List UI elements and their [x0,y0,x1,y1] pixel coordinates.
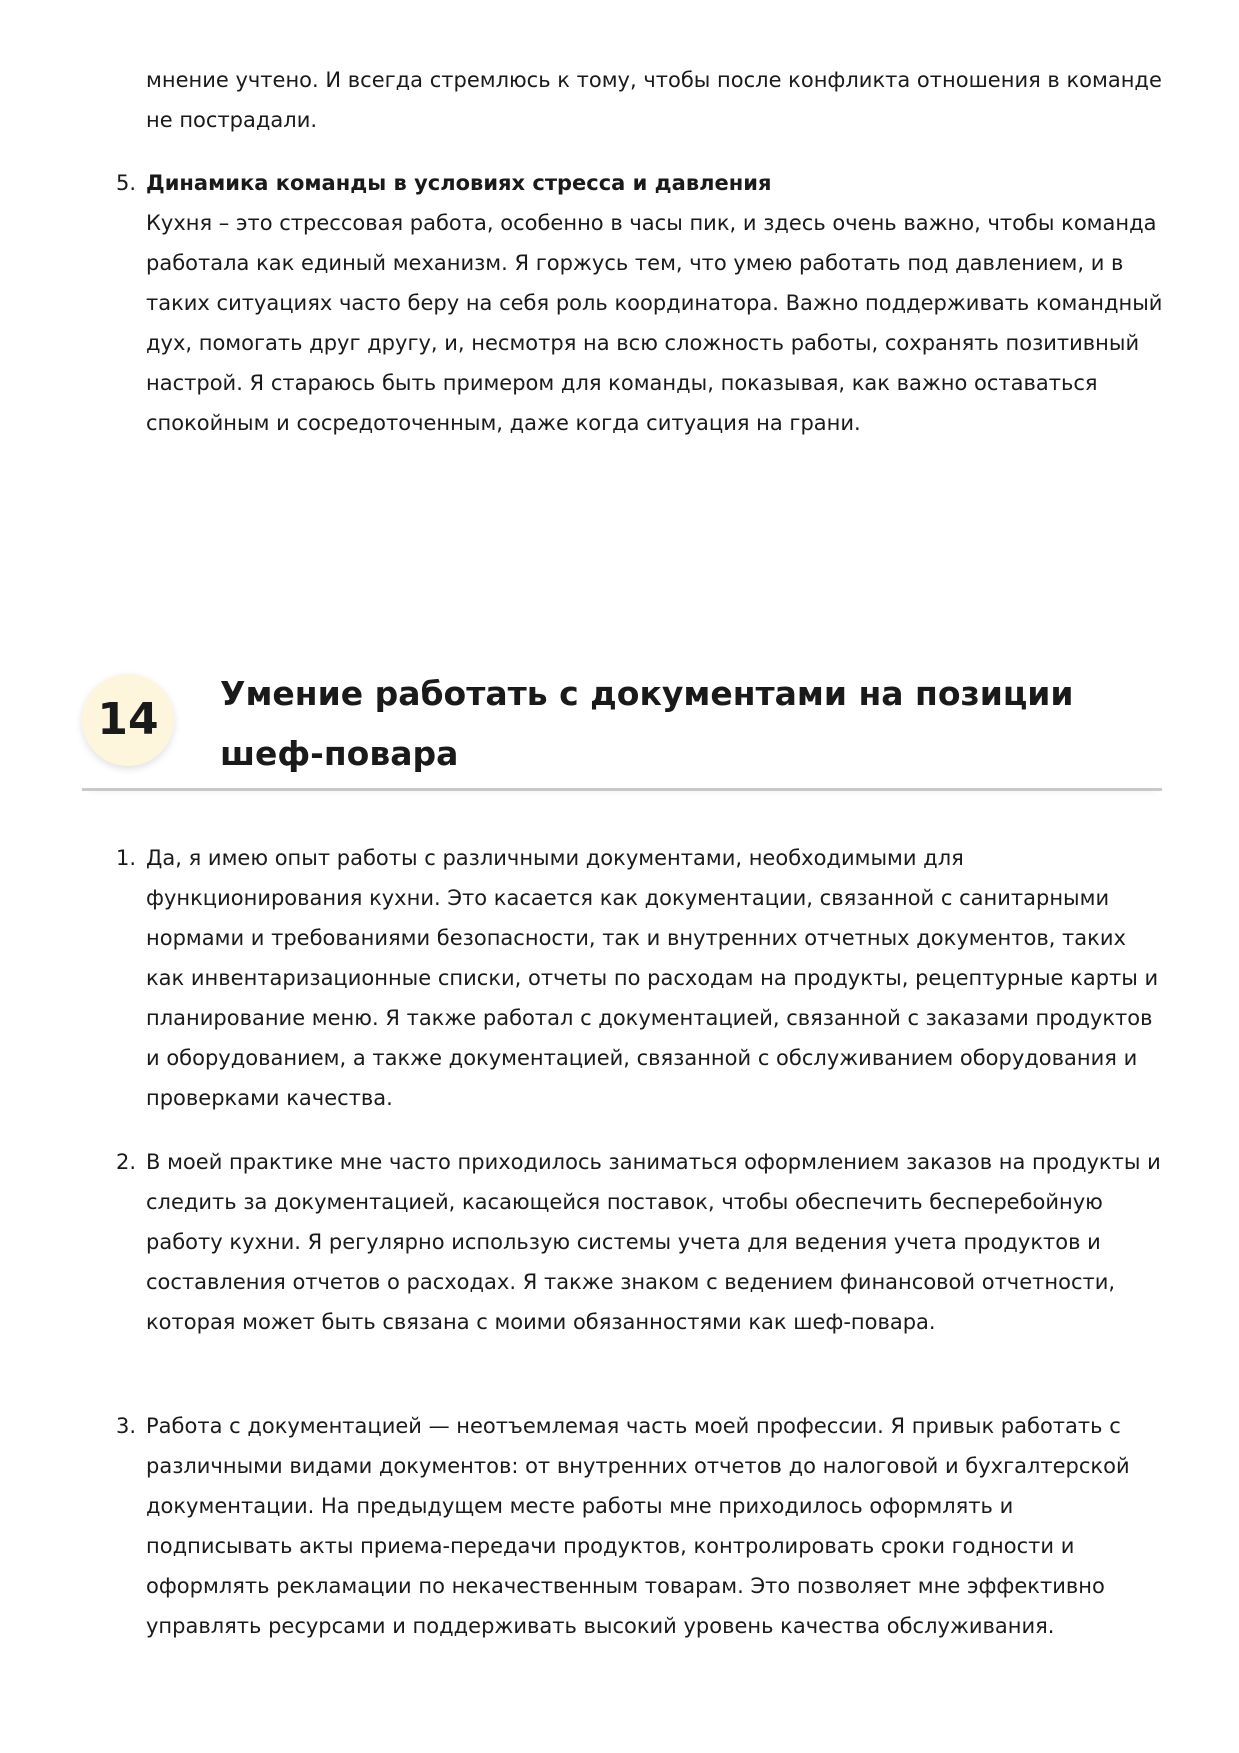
list-item: В моей практике мне часто приходилось заниматься оформлением заказов на продукты и следить за документацией, касающейся поставок, чтобы обеспечить бесперебойную работу кухни. Я регулярно использую системы учета для ведения учета продуктов и составления отчетов о расходах. Я также знаком с ведением финансовой отчетности, которая может быть связана с моими обязанностями как шеф-повара. [146,1150,1161,1334]
list-item-number: 1. [116,846,137,870]
list-item-title: Динамика команды в условиях стресса и давления [146,171,772,195]
list-item: Да, я имею опыт работы с различными документами, необходимыми для функционирования кухни. Это касается как документации, связанной с санитарными нормами и требованиями безопасности, так и внутренних отчетных документов, таких как инвентаризационные списки, отчеты по расходам на продукты, рецептурные карты и планирование меню. Я также работал с документацией, связанной с заказами продуктов и оборудованием, а также документацией, связанной с обслуживанием оборудования и проверками качества. [146,846,1159,1110]
list-item-number: 5. [116,171,137,195]
section-title: Умение работать с документами на позиции шеф-повара [220,674,1074,773]
continued-paragraph: мнение учтено. И всегда стремлюсь к тому, чтобы после конфликта отношения в команде не пострадали. [146,68,1162,132]
list-item-text: Кухня – это стрессовая работа, особенно в часы пик, и здесь очень важно, чтобы команда работала как единый механизм. Я горжусь тем, что умею работать под давлением, и в таких ситуациях часто беру на себя роль координатора. Важно поддерживать командный дух, помогать друг другу, и, несмотря на всю сложность работы, сохранять позитивный настрой. Я стараюсь быть примером для команды, показывая, как важно оставаться спокойным и сосредоточенным, даже когда ситуация на грани. [146,211,1163,435]
section-number-badge: 14 [82,674,174,766]
list-item-number: 2. [116,1150,137,1174]
list-item-number: 3. [116,1414,137,1438]
list-item [146,163,1166,443]
list-item: Работа с документацией — неотъемлемая часть моей профессии. Я привык работать с различными видами документов: от внутренних отчетов до налоговой и бухгалтерской документации. На предыдущем месте работы мне приходилось оформлять и подписывать акты приема-передачи продуктов, контролировать сроки годности и оформлять рекламации по некачественным товарам. Это позволяет мне эффективно управлять ресурсами и поддерживать высокий уровень качества обслуживания. [146,1414,1130,1638]
section-header [82,652,1162,791]
